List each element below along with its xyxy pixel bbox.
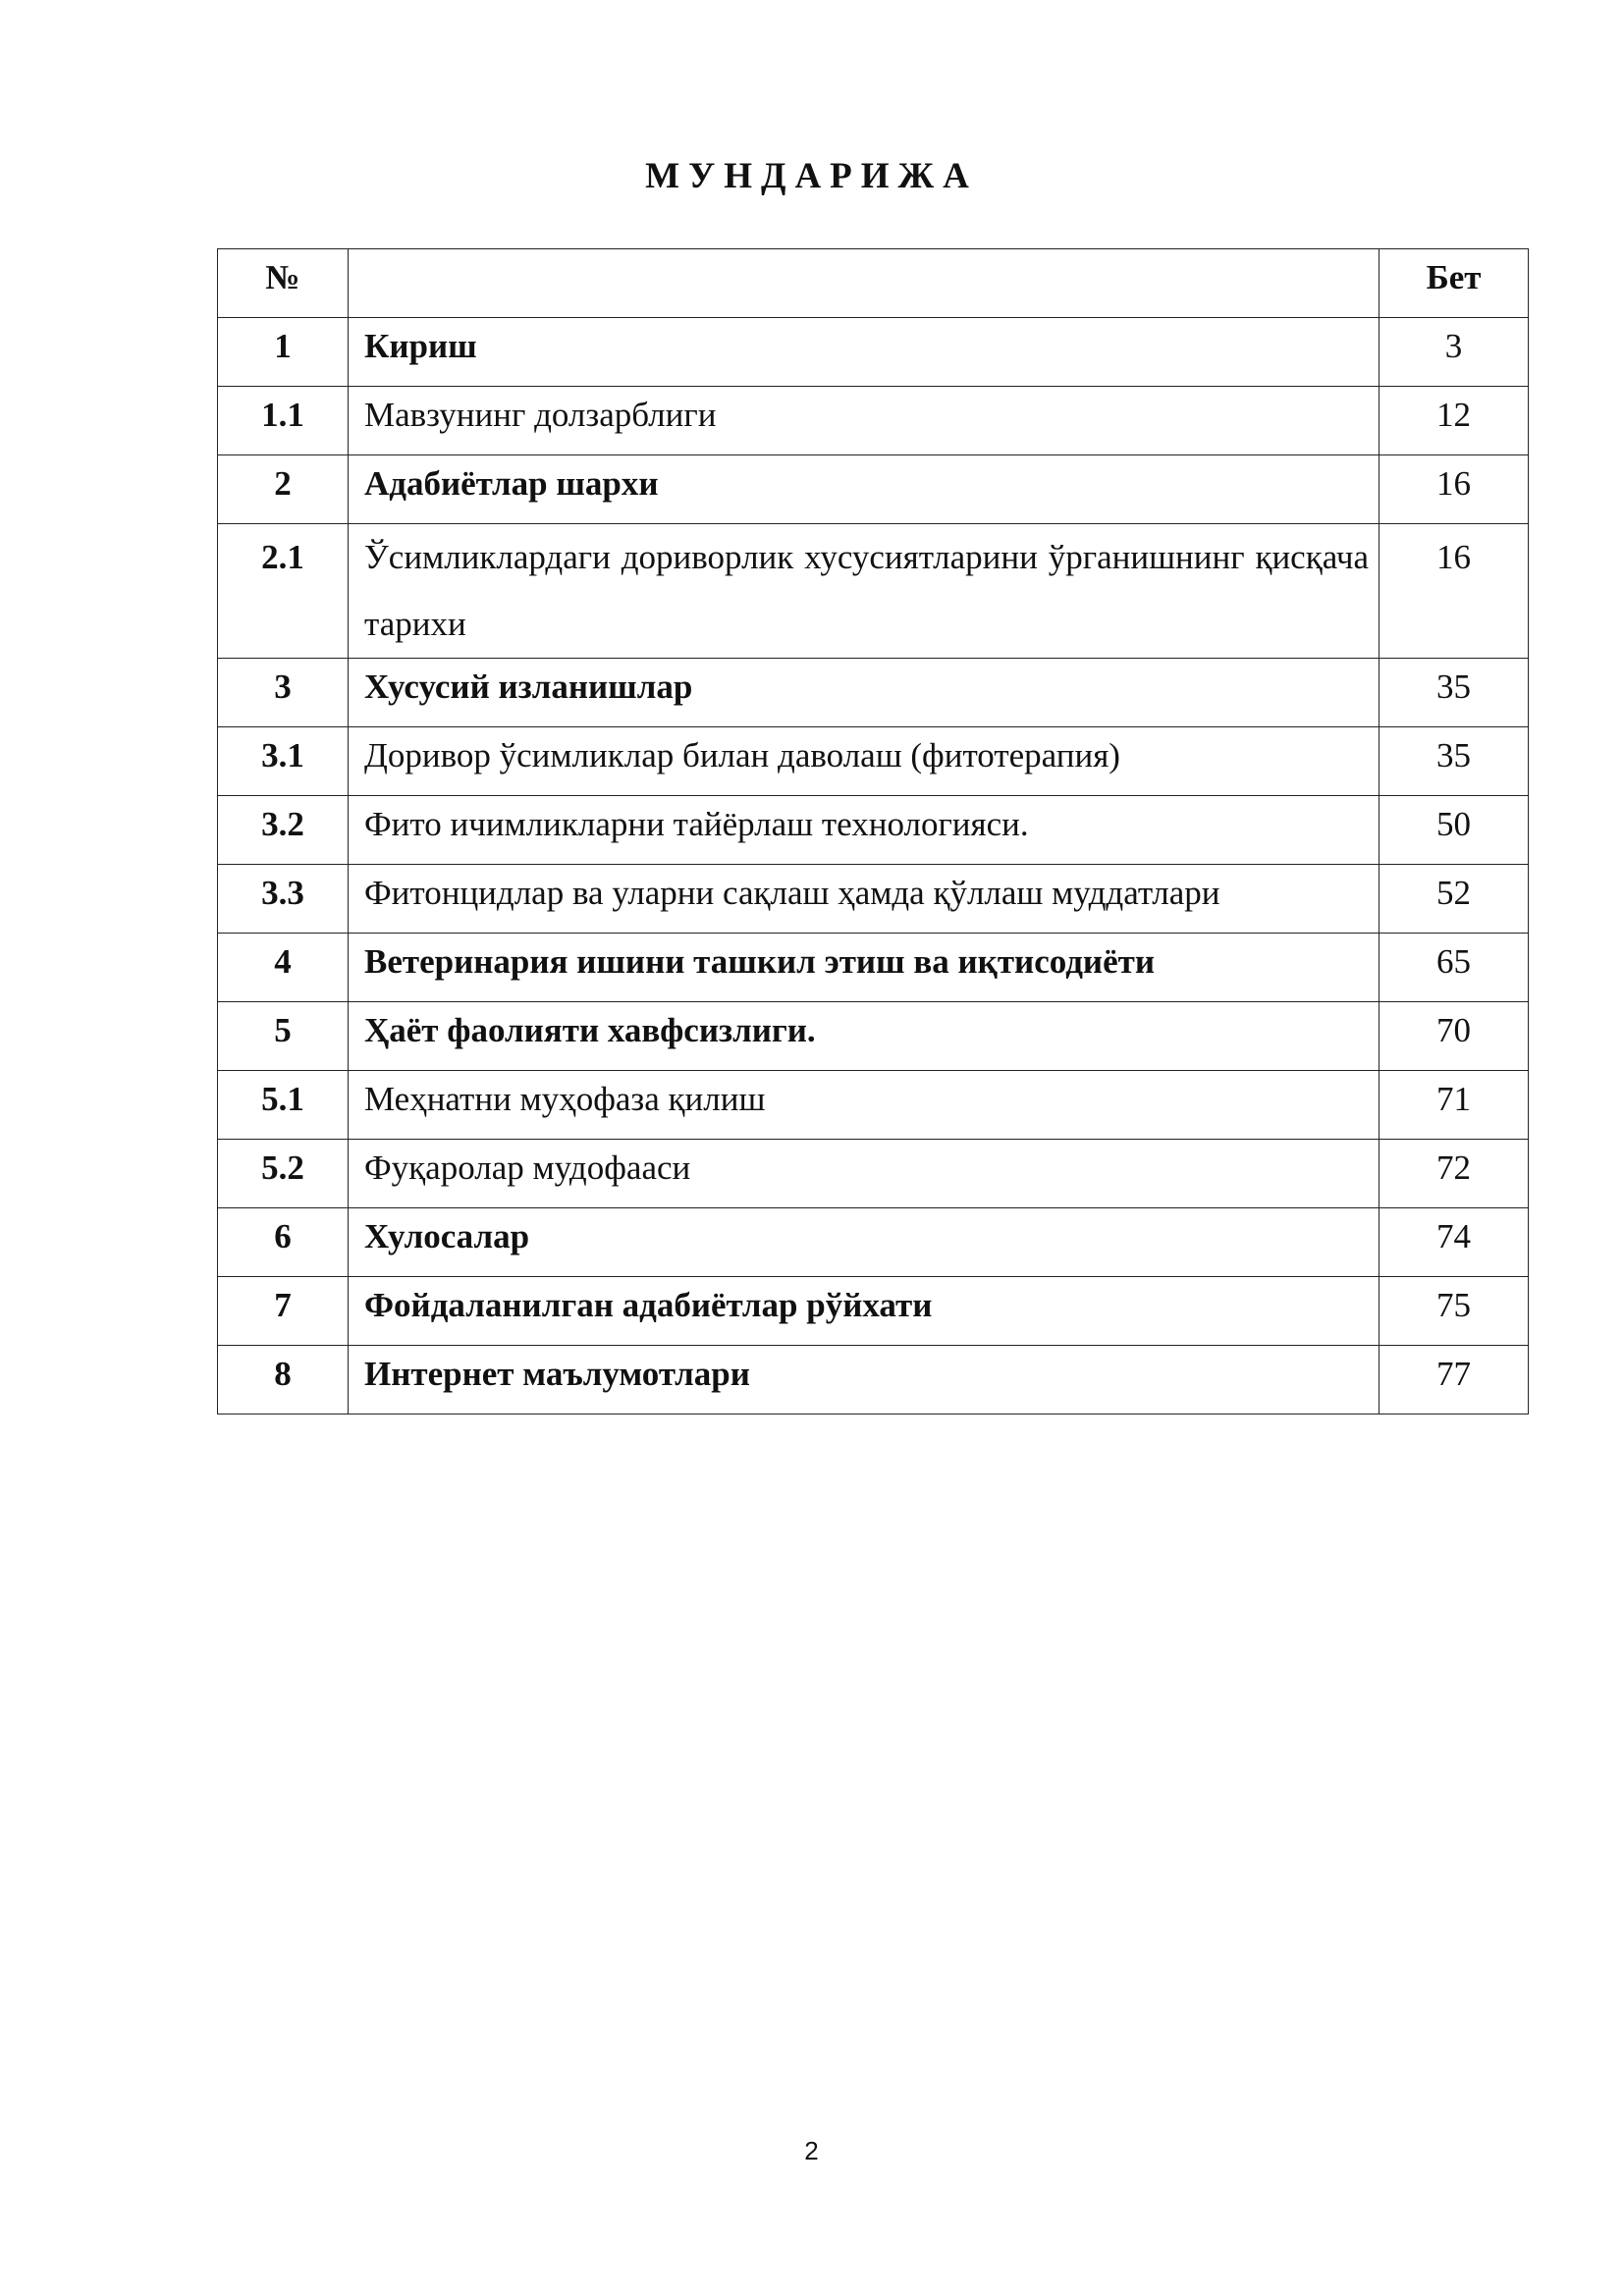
section-page: 75 (1380, 1277, 1529, 1346)
section-number: 2.1 (218, 524, 349, 659)
table-row (218, 796, 1529, 865)
section-number: 5.1 (218, 1071, 349, 1140)
section-title: Ветеринария ишини ташкил этиш ва иқтисодиёти (349, 934, 1380, 1002)
table-row (218, 1140, 1529, 1208)
section-title: Кириш (349, 318, 1380, 387)
section-title: Хусусий изланишлар (349, 659, 1380, 727)
section-number: 6 (218, 1208, 349, 1277)
table-of-contents (217, 248, 1529, 1415)
header-page: Бет (1380, 249, 1529, 318)
table-row (218, 659, 1529, 727)
table-row (218, 865, 1529, 934)
section-page: 72 (1380, 1140, 1529, 1208)
section-title: Ҳаёт фаолияти хавфсизлиги. (349, 1002, 1380, 1071)
section-title: Фитонцидлар ва уларни сақлаш ҳамда қўллаш муддатлари (349, 865, 1380, 934)
table-row (218, 387, 1529, 455)
table-row (218, 727, 1529, 796)
page-number: 2 (804, 2136, 819, 2165)
table-row (218, 1277, 1529, 1346)
section-title: Фуқаролар мудофааси (349, 1140, 1380, 1208)
table-row (218, 1071, 1529, 1140)
section-number: 5.2 (218, 1140, 349, 1208)
section-number: 3.2 (218, 796, 349, 865)
section-title: Доривор ўсимликлар билан даволаш (фитотерапия) (349, 727, 1380, 796)
section-number: 1 (218, 318, 349, 387)
section-number: 7 (218, 1277, 349, 1346)
table-header-row (218, 249, 1529, 318)
section-title: Хулосалар (349, 1208, 1380, 1277)
section-page: 77 (1380, 1346, 1529, 1415)
section-number: 5 (218, 1002, 349, 1071)
section-page: 3 (1380, 318, 1529, 387)
section-title: Мавзунинг долзарблиги (349, 387, 1380, 455)
section-page: 52 (1380, 865, 1529, 934)
section-page: 71 (1380, 1071, 1529, 1140)
table-row (218, 1208, 1529, 1277)
section-number: 3 (218, 659, 349, 727)
section-page: 16 (1380, 455, 1529, 524)
section-page: 35 (1380, 727, 1529, 796)
header-title (349, 249, 1380, 318)
table-row (218, 1346, 1529, 1415)
section-page: 50 (1380, 796, 1529, 865)
section-page: 70 (1380, 1002, 1529, 1071)
section-page: 74 (1380, 1208, 1529, 1277)
section-title: Интернет маълумотлари (349, 1346, 1380, 1415)
section-title: Фойдаланилган адабиётлар рўйхати (349, 1277, 1380, 1346)
table-row (218, 934, 1529, 1002)
section-number: 4 (218, 934, 349, 1002)
section-number: 2 (218, 455, 349, 524)
page-title: МУНДАРИЖА (645, 156, 978, 196)
section-page: 16 (1380, 524, 1529, 659)
section-title: Ўсимликлардаги дориворлик хусусиятларини ўрганишнинг қисқача тарихи (349, 524, 1380, 659)
section-number: 3.1 (218, 727, 349, 796)
section-page: 65 (1380, 934, 1529, 1002)
table-row (218, 524, 1529, 659)
table-row (218, 318, 1529, 387)
section-number: 3.3 (218, 865, 349, 934)
section-number: 1.1 (218, 387, 349, 455)
header-number: № (218, 249, 349, 318)
section-page: 35 (1380, 659, 1529, 727)
table-row (218, 1002, 1529, 1071)
section-number: 8 (218, 1346, 349, 1415)
section-title: Адабиётлар шархи (349, 455, 1380, 524)
table-row (218, 455, 1529, 524)
section-page: 12 (1380, 387, 1529, 455)
section-title: Меҳнатни муҳофаза қилиш (349, 1071, 1380, 1140)
section-title: Фито ичимликларни тайёрлаш технологияси. (349, 796, 1380, 865)
